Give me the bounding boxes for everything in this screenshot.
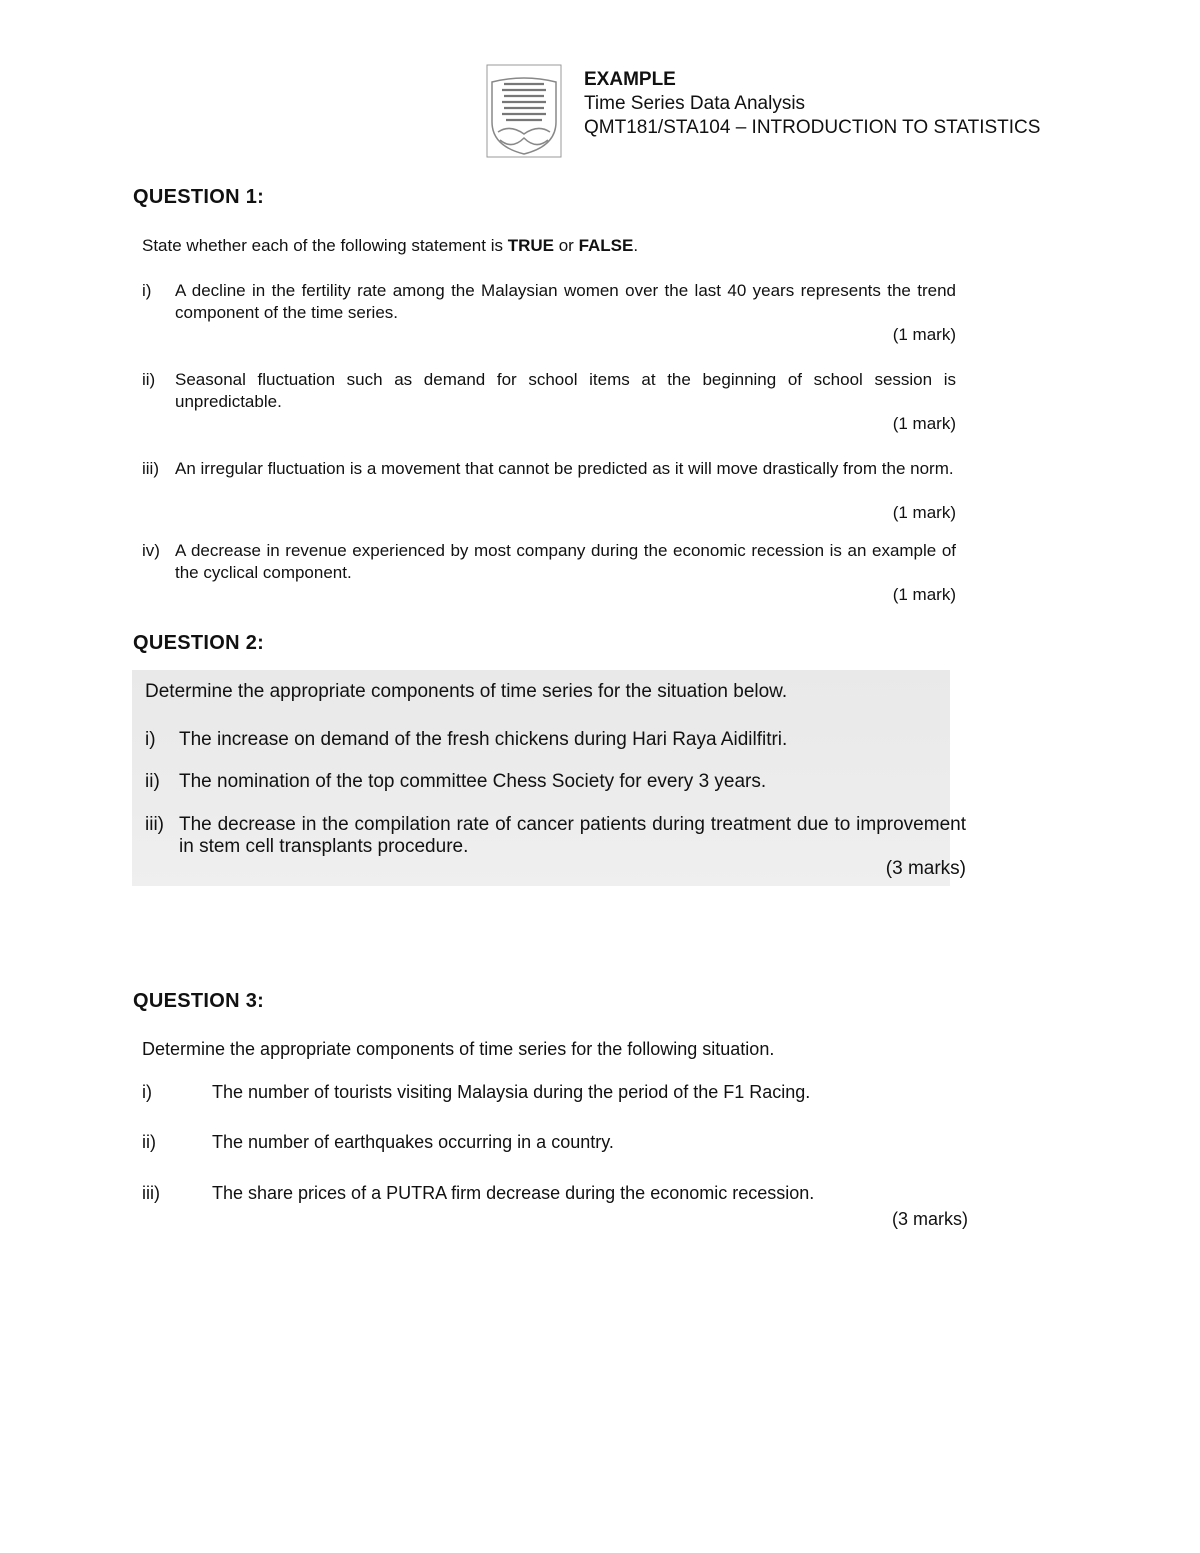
question-2-instruction: Determine the appropriate components of time series for the situation below. [145, 681, 788, 702]
question-2-item [145, 814, 966, 858]
question-1-heading: QUESTION 1: [133, 186, 265, 208]
item-mark: (1 mark) [892, 414, 956, 433]
item-mark: (1 mark) [892, 503, 956, 522]
question-3-heading: QUESTION 3: [133, 990, 265, 1012]
header-subtitle: Time Series Data Analysis [584, 93, 806, 114]
item-number: iii) [142, 459, 159, 478]
question-3-instruction: Determine the appropriate components of time series for the following situation. [142, 1039, 775, 1059]
or-word: or [554, 236, 579, 255]
instruction-end: . [633, 236, 639, 255]
item-number: ii) [145, 771, 160, 792]
false-word: FALSE [578, 236, 634, 255]
item-number: iii) [142, 1183, 160, 1203]
item-text: The share prices of a PUTRA firm decrease during the economic recession. [212, 1183, 815, 1203]
question-2-item [145, 729, 966, 751]
item-text: A decrease in revenue experienced by most company during the economic recession is an example of the cyclical component. [175, 541, 956, 582]
item-text: The number of earthquakes occurring in a country. [212, 1132, 614, 1152]
item-text: The increase on demand of the fresh chickens during Hari Raya Aidilfitri. [179, 729, 788, 750]
question-2-mark: (3 marks) [885, 858, 966, 879]
item-number: iii) [145, 814, 164, 835]
item-text: The decrease in the compilation rate of cancer patients during treatment due to improvement in stem cell transplants procedure. [179, 814, 966, 857]
question-2-heading: QUESTION 2: [133, 632, 265, 654]
instruction-prefix: State whether each of the following statement is [142, 236, 508, 255]
item-mark: (1 mark) [892, 325, 956, 344]
item-number: ii) [142, 1132, 156, 1152]
true-word: TRUE [507, 236, 554, 255]
header-course: QMT181/STA104 – INTRODUCTION TO STATISTICS [584, 117, 1041, 138]
question-1-item [142, 280, 956, 324]
item-number: iv) [142, 541, 160, 560]
item-text: The number of tourists visiting Malaysia during the period of the F1 Racing. [212, 1082, 811, 1102]
question-1-item [142, 458, 956, 480]
document-header [584, 68, 1040, 140]
item-number: ii) [142, 370, 156, 389]
question-2-item [145, 771, 966, 793]
item-text: A decline in the fertility rate among the Malaysian women over the last 40 years represents the trend component of the time series. [175, 281, 956, 322]
item-text: The nomination of the top committee Chess Society for every 3 years. [179, 771, 767, 792]
item-number: i) [142, 281, 152, 300]
header-title: EXAMPLE [584, 69, 676, 90]
item-text: An irregular fluctuation is a movement that cannot be predicted as it will move drastically from the norm. [175, 459, 954, 478]
item-text: Seasonal fluctuation such as demand for school items at the beginning of school session is unpredictable. [175, 370, 956, 411]
question-1-item [142, 540, 956, 584]
university-crest-logo [486, 64, 562, 158]
item-mark: (1 mark) [892, 585, 956, 604]
question-1-instruction [142, 236, 638, 256]
question-1-item [142, 369, 956, 413]
item-number: i) [142, 1082, 152, 1102]
item-number: i) [145, 729, 156, 750]
question-3-mark: (3 marks) [892, 1209, 968, 1229]
